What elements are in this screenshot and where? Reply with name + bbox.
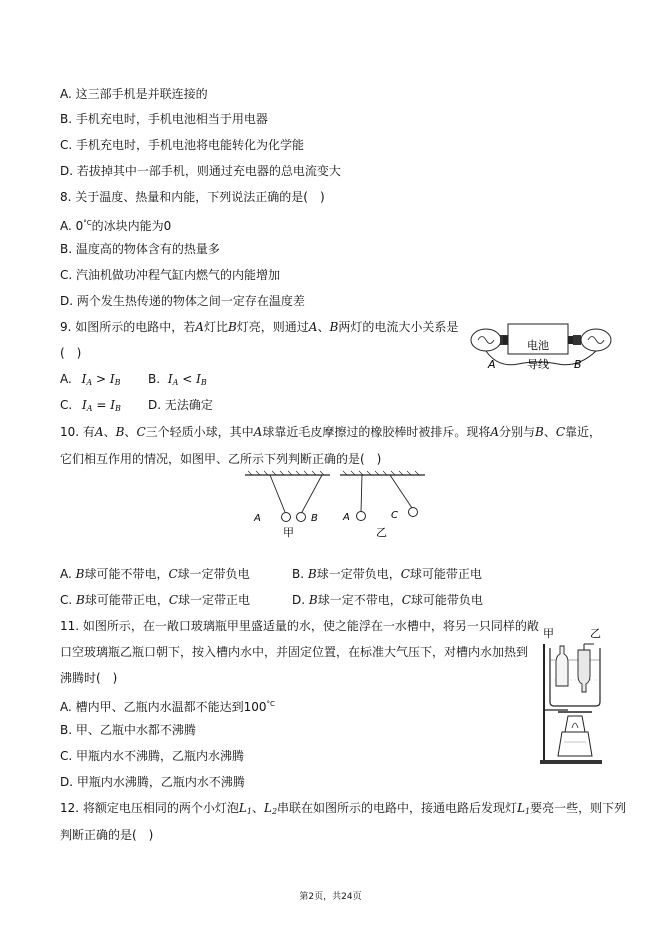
q8-a-prefix: A. 0 bbox=[60, 219, 84, 233]
q10-mid3: 分别与 bbox=[499, 425, 536, 439]
q10-b2: B bbox=[535, 425, 544, 439]
q9-option-a bbox=[60, 371, 121, 391]
fig-ball-label-a-jia: A bbox=[254, 513, 261, 524]
q9-paren: ( ) bbox=[60, 346, 82, 360]
q10-a-c: C bbox=[168, 567, 178, 581]
q9-a-sub1: A bbox=[86, 378, 93, 387]
q11-option-c: C. 甲瓶内水不沸腾，乙瓶内水沸腾 bbox=[60, 749, 245, 763]
q11-apparatus-figure bbox=[538, 620, 606, 770]
q11-option-b: B. 甲、乙瓶中水都不沸腾 bbox=[60, 723, 196, 737]
q11-a-num: 100 bbox=[243, 700, 267, 714]
q10-pendulum-figure bbox=[240, 470, 430, 540]
q12-pre: 12. 将额定电压相同的两个小灯泡 bbox=[60, 801, 239, 815]
q7-option-a: A. 这三部手机是并联连接的 bbox=[60, 87, 208, 101]
q9-b-label: B. bbox=[148, 372, 161, 386]
q7-option-d: D. 若拔掉其中一部手机，则通过充电器的总电流变大 bbox=[60, 164, 341, 178]
q12-l3: L bbox=[517, 801, 526, 815]
fig-wire-label: 导线 bbox=[527, 358, 549, 371]
q10-sep1: 、 bbox=[103, 425, 116, 439]
q10-stem-line1 bbox=[60, 424, 601, 440]
q11-option-d: D. 甲瓶内水沸腾，乙瓶内水不沸腾 bbox=[60, 775, 245, 789]
fig-label-jia: 甲 bbox=[283, 526, 294, 539]
q10-d-mid: 球一定不带电， bbox=[317, 593, 402, 607]
ball-a-yi bbox=[357, 512, 366, 521]
q11-stem-line1: 11. 如图所示，在一敞口玻璃瓶甲里盛适量的水，使之能浮在一水槽中，将另一只同样的敞 bbox=[60, 619, 539, 633]
q12-post: 要亮一些，则下列 bbox=[530, 801, 627, 815]
q9-stem-pre: 9. 如图所示的电路中，若 bbox=[60, 320, 196, 334]
q9-stem-b2: B bbox=[329, 320, 339, 334]
q9-c-op: = bbox=[96, 398, 107, 412]
q10-b-pre: B. bbox=[292, 567, 308, 581]
q9-c-i1: I bbox=[82, 398, 87, 412]
q12-s2: 2 bbox=[271, 807, 278, 816]
q10-stem-line2: 它们相互作用的情况，如图甲、乙所示下列判断正确的是( ) bbox=[60, 452, 382, 466]
q10-d-b: B bbox=[308, 593, 318, 607]
q10-c-post: 球一定带正电 bbox=[178, 593, 251, 607]
q12-stem-line1 bbox=[60, 800, 626, 820]
q11-option-a bbox=[60, 696, 275, 715]
q12-sep: 、 bbox=[251, 801, 264, 815]
q10-c-c: C bbox=[168, 593, 179, 607]
q9-stem-post: 两灯的电流大小关系是 bbox=[338, 320, 459, 334]
q9-option-b bbox=[148, 371, 207, 391]
q7-option-b: B. 手机充电时，手机电池相当于用电器 bbox=[60, 112, 268, 126]
q9-stem-mid2: 灯亮，则通过 bbox=[236, 320, 309, 334]
q10-option-c bbox=[60, 592, 250, 608]
fig-ball-label-a-yi: A bbox=[343, 512, 350, 523]
bottle-yi bbox=[578, 650, 590, 692]
q8-stem: 8. 关于温度、热量和内能，下列说法正确的是( ) bbox=[60, 190, 325, 204]
q9-a-op: > bbox=[96, 372, 107, 386]
q9-a-label: A. bbox=[60, 372, 72, 386]
q7-option-c: C. 手机充电时，手机电池将电能转化为化学能 bbox=[60, 138, 305, 152]
q11-a-pre: A. 槽内甲、乙瓶内水温都不能达到 bbox=[60, 700, 244, 714]
q9-b-i2: I bbox=[196, 372, 201, 386]
q10-a-pre: A. bbox=[60, 567, 76, 581]
q11-stem-line2: 口空玻璃瓶乙瓶口朝下，按入槽内水中，并固定位置，在标准大气压下，对槽内水加热到 bbox=[60, 645, 529, 659]
fig-battery-label: 电池 bbox=[527, 339, 549, 352]
q10-b-b: B bbox=[307, 567, 317, 581]
burner-flame-icon bbox=[565, 716, 585, 732]
q10-mid2: 球靠近毛皮摩擦过的橡胶棒时被排斥。现将 bbox=[262, 425, 491, 439]
q10-a: A bbox=[94, 425, 104, 439]
q9-stem-a: A bbox=[195, 320, 204, 334]
q8-option-a bbox=[60, 215, 171, 234]
q10-c: C bbox=[136, 425, 146, 439]
q9-b-sub2: B bbox=[200, 378, 207, 387]
q9-c-label: C. bbox=[60, 398, 73, 412]
q12-s1: 1 bbox=[246, 807, 252, 816]
q10-a-mid: 球可能不带电， bbox=[84, 567, 169, 581]
q8-option-b: B. 温度高的物体含有的热量多 bbox=[60, 242, 220, 256]
q9-stem-a2: A bbox=[308, 320, 318, 334]
q9-stem-mid1: 灯比 bbox=[203, 320, 228, 334]
q9-c-sub2: B bbox=[115, 404, 121, 413]
q10-option-a bbox=[60, 566, 250, 582]
q9-stem-sep: 、 bbox=[317, 320, 330, 334]
q8-option-c: C. 汽油机做功冲程气缸内燃气的内能增加 bbox=[60, 268, 281, 282]
q12-l1: L bbox=[238, 801, 247, 815]
q9-b-sub1: A bbox=[172, 378, 179, 387]
q9-option-d: D. 无法确定 bbox=[148, 398, 213, 412]
q10-post: 靠近， bbox=[565, 425, 602, 439]
fig-ball-label-c-yi: C bbox=[391, 510, 398, 521]
q11-stem-line3: 沸腾时( ) bbox=[60, 671, 118, 685]
fig-label-a: A bbox=[488, 358, 496, 371]
bottle-jia bbox=[556, 646, 568, 686]
q10-c-b: B bbox=[76, 593, 85, 607]
q10-b-post: 球可能带正电 bbox=[409, 567, 482, 581]
alcohol-lamp bbox=[558, 732, 592, 756]
q10-b-mid: 球一定带负电， bbox=[316, 567, 401, 581]
page-footer: 第2页，共24页 bbox=[299, 892, 362, 902]
fig-label-b: B bbox=[574, 358, 582, 371]
q9-b-op: < bbox=[182, 372, 193, 386]
bulb-b-icon bbox=[573, 329, 611, 351]
q10-option-d bbox=[292, 592, 483, 608]
q9-stem-b: B bbox=[227, 320, 237, 334]
q10-a3: A bbox=[490, 425, 499, 439]
q10-c2: C bbox=[555, 425, 566, 439]
q9-circuit-figure bbox=[468, 318, 614, 374]
q9-stem bbox=[60, 319, 458, 335]
q10-a2: A bbox=[253, 425, 263, 439]
fig-label-yi: 乙 bbox=[376, 526, 387, 539]
q10-sep2: 、 bbox=[124, 425, 137, 439]
q10-c-mid: 球可能带正电， bbox=[84, 593, 169, 607]
ball-c-yi bbox=[409, 508, 418, 517]
q10-a-post: 球一定带负电 bbox=[177, 567, 250, 581]
q10-b-c: C bbox=[400, 567, 410, 581]
q8-a-text: 的冰块内能为 bbox=[91, 219, 164, 233]
q10-b: B bbox=[115, 425, 125, 439]
q10-d-c: C bbox=[401, 593, 411, 607]
q12-s3: 1 bbox=[525, 807, 531, 816]
q12-mid: 串联在如图所示的电路中，接通电路后发现灯 bbox=[277, 801, 518, 815]
q10-mid: 三个轻质小球，其中 bbox=[145, 425, 254, 439]
ball-b-jia bbox=[297, 513, 306, 522]
ball-a-jia bbox=[282, 513, 291, 522]
q9-a-i2: I bbox=[109, 372, 115, 386]
q8-option-d: D. 两个发生热传递的物体之间一定存在温度差 bbox=[60, 294, 305, 308]
fig-label-jia: 甲 bbox=[543, 627, 554, 640]
q9-a-sub2: B bbox=[114, 378, 121, 387]
q9-c-sub1: A bbox=[86, 404, 93, 413]
q9-a-i1: I bbox=[81, 372, 87, 386]
q10-c-pre: C. bbox=[60, 593, 77, 607]
q9-c-i2: I bbox=[110, 398, 116, 412]
q10-a-b: B bbox=[75, 567, 85, 581]
q9-b-i1: I bbox=[167, 372, 173, 386]
q10-option-b bbox=[292, 566, 482, 582]
q12-stem-line2: 判断正确的是( ) bbox=[60, 828, 154, 842]
fig-label-yi: 乙 bbox=[590, 627, 601, 640]
q8-a-zero: 0 bbox=[163, 219, 172, 233]
q10-pre: 10. 有 bbox=[60, 425, 95, 439]
q10-d-post: 球可能带负电 bbox=[410, 593, 483, 607]
q10-d-pre: D. bbox=[292, 593, 309, 607]
bulb-a-icon bbox=[471, 329, 508, 351]
q9-option-c bbox=[60, 397, 121, 417]
q12-l2: L bbox=[263, 801, 272, 815]
q10-sep3: 、 bbox=[543, 425, 556, 439]
q11-a-unit: °C bbox=[266, 700, 275, 708]
fig-ball-label-b-jia: B bbox=[311, 513, 318, 524]
q8-a-unit: °C bbox=[83, 219, 92, 227]
